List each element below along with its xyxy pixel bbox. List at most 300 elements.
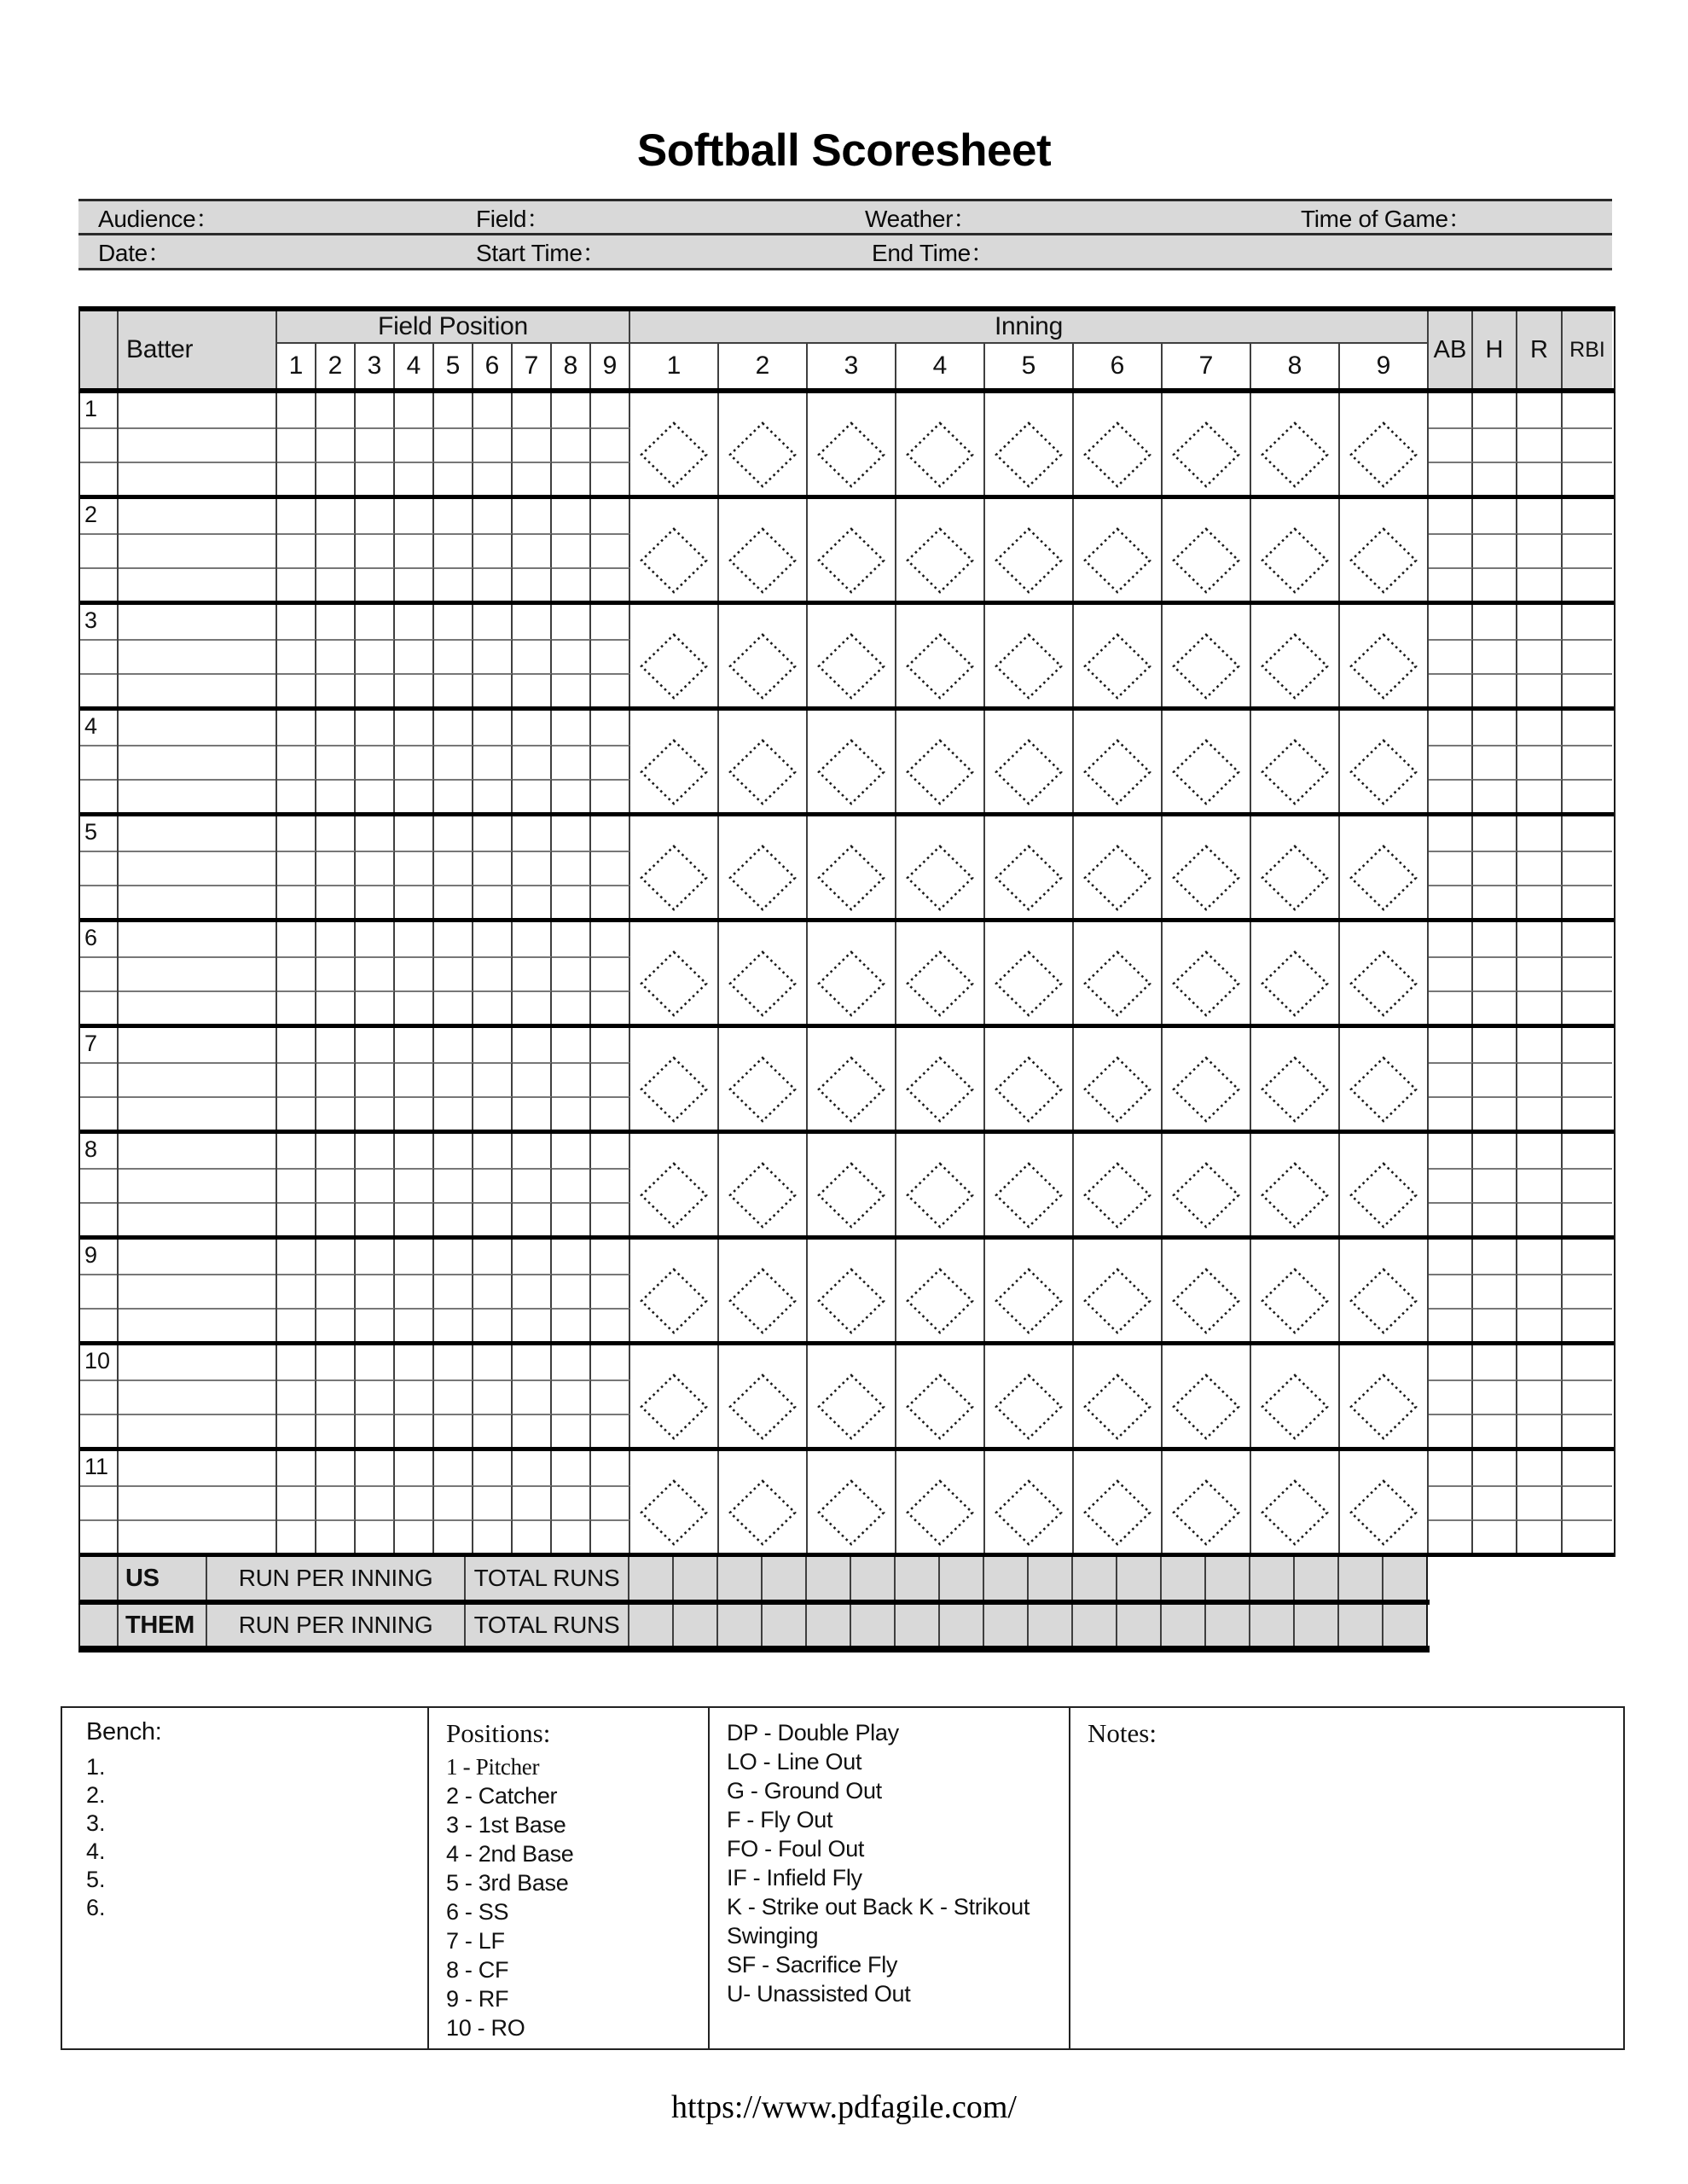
field-position-cell bbox=[356, 922, 395, 956]
field-position-cell bbox=[434, 745, 473, 779]
field-position-cell bbox=[395, 462, 434, 495]
field-position-grid bbox=[277, 711, 630, 812]
base-path-diamond-icon bbox=[640, 1268, 708, 1334]
field-position-cell bbox=[316, 1345, 356, 1380]
position-item: 1 - Pitcher bbox=[446, 1754, 540, 1780]
batter-name-cell bbox=[119, 1345, 276, 1380]
batter-number-subcell bbox=[80, 567, 117, 601]
field-position-cell bbox=[591, 1134, 630, 1168]
inning-cell bbox=[1163, 1028, 1251, 1130]
field-position-cell bbox=[473, 711, 513, 745]
field-position-cell bbox=[434, 1519, 473, 1553]
field-position-cell bbox=[473, 605, 513, 639]
base-path-diamond-icon bbox=[906, 845, 974, 911]
inning-cell bbox=[1340, 1240, 1429, 1341]
inning-cell bbox=[1074, 1134, 1163, 1235]
run-cell bbox=[1162, 1557, 1206, 1600]
inning-cells bbox=[630, 393, 1429, 495]
inning-cell bbox=[630, 1028, 719, 1130]
inning-cell bbox=[896, 393, 985, 495]
run-cell bbox=[674, 1557, 718, 1600]
stat-cells bbox=[1429, 1345, 1614, 1447]
field-position-cell bbox=[473, 1380, 513, 1414]
run-cell bbox=[763, 1605, 807, 1646]
batter-number-column bbox=[80, 922, 119, 1024]
field-position-cell bbox=[591, 533, 630, 567]
field-position-cell bbox=[434, 1062, 473, 1096]
stat-cell bbox=[1517, 922, 1563, 956]
bench-item: 1. bbox=[86, 1754, 106, 1780]
field-position-cell bbox=[434, 1380, 473, 1414]
stat-cell bbox=[1429, 673, 1473, 706]
base-path-diamond-icon bbox=[640, 527, 708, 594]
base-path-diamond-icon bbox=[1172, 950, 1240, 1017]
stat-cells bbox=[1429, 499, 1614, 601]
base-path-diamond-icon bbox=[728, 1479, 797, 1546]
field-position-cell bbox=[513, 1308, 552, 1341]
field-position-cell bbox=[552, 393, 591, 427]
base-path-diamond-icon bbox=[728, 1268, 797, 1334]
base-path-diamond-icon bbox=[640, 1479, 708, 1546]
field-position-grid bbox=[277, 605, 630, 706]
field-position-cell bbox=[277, 1134, 316, 1168]
field-position-cell bbox=[277, 1202, 316, 1235]
field-position-cell bbox=[513, 1062, 552, 1096]
batter-number-column bbox=[80, 1134, 119, 1235]
base-path-diamond-icon bbox=[1172, 1056, 1240, 1123]
stat-cell bbox=[1563, 499, 1612, 533]
field-position-cell bbox=[316, 851, 356, 885]
base-path-diamond-icon bbox=[1172, 845, 1240, 911]
stat-cell bbox=[1563, 1308, 1612, 1341]
field-position-cell bbox=[277, 1240, 316, 1274]
inning-number: 2 bbox=[719, 344, 808, 388]
field-position-cell bbox=[395, 1414, 434, 1447]
batter-name-column bbox=[119, 499, 277, 601]
stat-cell bbox=[1429, 1096, 1473, 1130]
batter-number-column bbox=[80, 1451, 119, 1553]
stat-cell bbox=[1473, 885, 1517, 918]
inning-cell bbox=[1340, 393, 1429, 495]
batter-number-subcell bbox=[80, 885, 117, 918]
inning-cell bbox=[1074, 605, 1163, 706]
batter-number: 7 bbox=[84, 1031, 98, 1056]
batter-number: 8 bbox=[84, 1136, 98, 1162]
inning-cell bbox=[985, 1345, 1074, 1447]
inning-numbers bbox=[630, 344, 1429, 388]
inning-cell bbox=[1163, 1240, 1251, 1341]
inning-cell bbox=[630, 816, 719, 918]
field-position-cell bbox=[473, 1062, 513, 1096]
stat-cell bbox=[1563, 1451, 1612, 1485]
field-label: Field： bbox=[476, 205, 550, 232]
field-position-cell bbox=[395, 1168, 434, 1202]
base-path-diamond-icon bbox=[817, 633, 885, 700]
field-position-cell bbox=[277, 956, 316, 990]
field-position-cell bbox=[395, 533, 434, 567]
base-path-diamond-icon bbox=[640, 1056, 708, 1123]
batter-number-column bbox=[80, 711, 119, 812]
base-path-diamond-icon bbox=[640, 845, 708, 911]
batter-name-cell bbox=[119, 1028, 276, 1062]
field-position-cell bbox=[434, 1168, 473, 1202]
inning-cell bbox=[630, 1134, 719, 1235]
field-position-cell bbox=[513, 1519, 552, 1553]
field-position-cell bbox=[316, 393, 356, 427]
field-position-cell bbox=[552, 499, 591, 533]
field-position-cell bbox=[552, 1274, 591, 1308]
stat-cell bbox=[1563, 673, 1612, 706]
stat-cell bbox=[1429, 393, 1473, 427]
stat-cell bbox=[1473, 1168, 1517, 1202]
field-position-cell bbox=[513, 1380, 552, 1414]
position-item: 5 - 3rd Base bbox=[446, 1870, 569, 1896]
batter-number: 11 bbox=[84, 1454, 109, 1479]
inning-cells bbox=[630, 1028, 1429, 1130]
base-path-diamond-icon bbox=[995, 1056, 1063, 1123]
run-cell bbox=[807, 1605, 851, 1646]
base-path-diamond-icon bbox=[1349, 950, 1418, 1017]
field-position-cell bbox=[591, 1519, 630, 1553]
field-position-cell bbox=[395, 1096, 434, 1130]
field-position-cell bbox=[473, 745, 513, 779]
base-path-diamond-icon bbox=[728, 527, 797, 594]
field-position-cell bbox=[552, 1202, 591, 1235]
stat-cell bbox=[1429, 1308, 1473, 1341]
inning-cell bbox=[896, 922, 985, 1024]
stat-cell bbox=[1429, 1062, 1473, 1096]
field-position-header: Field Position bbox=[277, 311, 630, 344]
field-position-cell bbox=[316, 885, 356, 918]
field-position-cell bbox=[473, 1345, 513, 1380]
stat-cell bbox=[1429, 533, 1473, 567]
field-position-cell bbox=[513, 1134, 552, 1168]
legend-box bbox=[61, 1706, 1625, 2050]
bench-item: 4. bbox=[86, 1838, 106, 1864]
batter-number-subcell bbox=[80, 1202, 117, 1235]
stat-cells bbox=[1429, 1240, 1614, 1341]
field-position-cell bbox=[513, 1485, 552, 1519]
inning-number: 7 bbox=[1163, 344, 1251, 388]
base-path-diamond-icon bbox=[1083, 1374, 1151, 1440]
inning-cells bbox=[630, 922, 1429, 1024]
field-position-cell bbox=[277, 922, 316, 956]
field-position-cell bbox=[591, 499, 630, 533]
field-position-cell bbox=[473, 1240, 513, 1274]
field-position-cell bbox=[395, 393, 434, 427]
field-position-cell bbox=[473, 673, 513, 706]
position-item: 8 - CF bbox=[446, 1957, 509, 1983]
base-path-diamond-icon bbox=[1261, 1374, 1329, 1440]
stat-cells bbox=[1429, 711, 1614, 812]
position-item: 3 - 1st Base bbox=[446, 1812, 566, 1838]
batter-number: 5 bbox=[84, 819, 98, 845]
stat-cell bbox=[1563, 639, 1612, 673]
inning-cell bbox=[1163, 711, 1251, 812]
inning-cell bbox=[985, 1451, 1074, 1553]
base-path-diamond-icon bbox=[640, 950, 708, 1017]
abbreviations-section bbox=[710, 1708, 1070, 2048]
batter-number-column bbox=[80, 1028, 119, 1130]
field-position-cell bbox=[356, 639, 395, 673]
inning-header: Inning bbox=[630, 311, 1429, 344]
batter-number: 2 bbox=[84, 502, 98, 527]
batter-number-column bbox=[80, 816, 119, 918]
stat-cell bbox=[1473, 533, 1517, 567]
position-item: 10 - RO bbox=[446, 2015, 525, 2041]
base-path-diamond-icon bbox=[1083, 1162, 1151, 1228]
field-position-number: 6 bbox=[473, 344, 513, 388]
field-position-cell bbox=[473, 1168, 513, 1202]
field-position-cell bbox=[395, 639, 434, 673]
stat-cell bbox=[1563, 1519, 1612, 1553]
base-path-diamond-icon bbox=[1261, 1479, 1329, 1546]
inning-cell bbox=[896, 605, 985, 706]
us-row-blank-cell bbox=[80, 1557, 119, 1600]
batter-name-column bbox=[119, 922, 277, 1024]
batter-name-cell bbox=[119, 1096, 276, 1130]
stat-cell bbox=[1563, 1345, 1612, 1380]
stat-cell bbox=[1517, 1451, 1563, 1485]
inning-cells bbox=[630, 816, 1429, 918]
field-position-cell bbox=[591, 779, 630, 812]
base-path-diamond-icon bbox=[728, 421, 797, 488]
stat-cells bbox=[1429, 816, 1614, 918]
base-path-diamond-icon bbox=[1172, 421, 1240, 488]
field-position-cell bbox=[277, 990, 316, 1024]
field-position-cell bbox=[316, 533, 356, 567]
field-position-cell bbox=[591, 1168, 630, 1202]
field-position-cell bbox=[316, 1451, 356, 1485]
batter-number-subcell bbox=[80, 1485, 117, 1519]
field-position-cell bbox=[513, 427, 552, 462]
batter-name-cell bbox=[119, 1168, 276, 1202]
abbreviations-list bbox=[727, 1718, 1062, 2008]
stat-cell bbox=[1429, 1168, 1473, 1202]
base-path-diamond-icon bbox=[1349, 1162, 1418, 1228]
field-position-cell bbox=[513, 499, 552, 533]
field-position-cell bbox=[316, 779, 356, 812]
base-path-diamond-icon bbox=[906, 527, 974, 594]
field-position-cell bbox=[356, 1062, 395, 1096]
stat-cell bbox=[1517, 1414, 1563, 1447]
field-position-cell bbox=[316, 462, 356, 495]
field-position-grid bbox=[277, 1240, 630, 1341]
field-position-cell bbox=[434, 567, 473, 601]
field-position-header-group bbox=[277, 311, 630, 388]
run-cell bbox=[763, 1557, 807, 1600]
batter-block bbox=[80, 605, 1614, 711]
field-position-cell bbox=[356, 1028, 395, 1062]
field-position-cell bbox=[591, 1485, 630, 1519]
stat-cell bbox=[1563, 922, 1612, 956]
field-position-number: 7 bbox=[513, 344, 552, 388]
field-position-cell bbox=[473, 1274, 513, 1308]
stat-cell bbox=[1473, 779, 1517, 812]
base-path-diamond-icon bbox=[640, 633, 708, 700]
them-run-per-inning-label: RUN PER INNING bbox=[207, 1605, 466, 1646]
field-position-cell bbox=[552, 885, 591, 918]
field-position-cell bbox=[356, 533, 395, 567]
field-position-cell bbox=[434, 956, 473, 990]
them-run-row bbox=[78, 1605, 1430, 1653]
inning-cell bbox=[808, 1134, 896, 1235]
inning-cell bbox=[1163, 1345, 1251, 1447]
batter-number: 3 bbox=[84, 607, 98, 633]
base-path-diamond-icon bbox=[817, 1374, 885, 1440]
field-position-grid bbox=[277, 1028, 630, 1130]
field-position-cell bbox=[277, 885, 316, 918]
field-position-cell bbox=[591, 1096, 630, 1130]
base-path-diamond-icon bbox=[1261, 633, 1329, 700]
stat-cell bbox=[1517, 1345, 1563, 1380]
field-position-cell bbox=[316, 711, 356, 745]
stat-cell bbox=[1429, 1202, 1473, 1235]
base-path-diamond-icon bbox=[1083, 1268, 1151, 1334]
field-position-cell bbox=[552, 605, 591, 639]
field-position-cell bbox=[552, 533, 591, 567]
batter-number-subcell bbox=[80, 1168, 117, 1202]
base-path-diamond-icon bbox=[906, 1162, 974, 1228]
inning-number: 9 bbox=[1340, 344, 1429, 388]
field-position-cell bbox=[316, 1274, 356, 1308]
inning-cell bbox=[1163, 1451, 1251, 1553]
batter-block bbox=[80, 816, 1614, 922]
field-position-cell bbox=[356, 816, 395, 851]
stat-cells bbox=[1429, 1451, 1614, 1553]
batter-name-cell bbox=[119, 1519, 276, 1553]
field-position-cell bbox=[473, 1485, 513, 1519]
stat-cell bbox=[1517, 1134, 1563, 1168]
field-position-cell bbox=[591, 816, 630, 851]
base-path-diamond-icon bbox=[728, 633, 797, 700]
field-position-cell bbox=[395, 1485, 434, 1519]
field-position-cell bbox=[552, 816, 591, 851]
inning-cell bbox=[630, 605, 719, 706]
stat-cell bbox=[1563, 1274, 1612, 1308]
field-position-cell bbox=[356, 885, 395, 918]
stat-cell bbox=[1563, 393, 1612, 427]
batter-number-subcell bbox=[80, 779, 117, 812]
inning-number: 1 bbox=[630, 344, 719, 388]
batter-header: Batter bbox=[119, 311, 277, 388]
stat-cells bbox=[1429, 393, 1614, 495]
game-info-table bbox=[78, 199, 1612, 270]
field-position-cell bbox=[552, 462, 591, 495]
batter-name-cell bbox=[119, 885, 276, 918]
stat-cell bbox=[1429, 1519, 1473, 1553]
batter-name-cell bbox=[119, 673, 276, 706]
field-position-cell bbox=[473, 1134, 513, 1168]
positions-title: Positions: bbox=[446, 1718, 551, 1748]
batter-number-subcell bbox=[80, 956, 117, 990]
field-position-cell bbox=[591, 1414, 630, 1447]
game-info-row-2 bbox=[78, 235, 1612, 268]
field-position-cell bbox=[277, 462, 316, 495]
field-position-cell bbox=[513, 745, 552, 779]
batter-number-subcell bbox=[80, 1519, 117, 1553]
stat-cell bbox=[1517, 533, 1563, 567]
stat-cell bbox=[1517, 462, 1563, 495]
field-position-cell bbox=[356, 711, 395, 745]
inning-cell bbox=[985, 816, 1074, 918]
abbreviation-item: LO - Line Out bbox=[727, 1749, 862, 1774]
stat-cells bbox=[1429, 1134, 1614, 1235]
field-position-cell bbox=[591, 851, 630, 885]
run-cell bbox=[1339, 1557, 1383, 1600]
batter-name-column bbox=[119, 1345, 277, 1447]
field-position-cell bbox=[395, 1134, 434, 1168]
base-path-diamond-icon bbox=[1172, 1374, 1240, 1440]
stat-cell bbox=[1563, 1414, 1612, 1447]
field-position-cell bbox=[434, 1274, 473, 1308]
stat-cell bbox=[1517, 639, 1563, 673]
field-position-cell bbox=[591, 711, 630, 745]
field-position-cell bbox=[473, 885, 513, 918]
stat-cell bbox=[1517, 711, 1563, 745]
field-position-number: 4 bbox=[395, 344, 434, 388]
batter-block bbox=[80, 393, 1614, 499]
field-position-cell bbox=[434, 533, 473, 567]
inning-cell bbox=[808, 1345, 896, 1447]
base-path-diamond-icon bbox=[995, 739, 1063, 805]
stat-cell bbox=[1429, 499, 1473, 533]
field-position-cell bbox=[552, 1062, 591, 1096]
field-position-cell bbox=[591, 1380, 630, 1414]
run-cell bbox=[1295, 1605, 1339, 1646]
field-position-cell bbox=[473, 922, 513, 956]
stat-cell bbox=[1473, 745, 1517, 779]
batter-name-column bbox=[119, 1240, 277, 1341]
page-title: Softball Scoresheet bbox=[636, 125, 1052, 176]
inning-cell bbox=[719, 1134, 808, 1235]
run-cell bbox=[1117, 1557, 1162, 1600]
inning-cell bbox=[630, 922, 719, 1024]
stat-cell bbox=[1429, 990, 1473, 1024]
inning-cell bbox=[719, 499, 808, 601]
batter-number-subcell bbox=[80, 673, 117, 706]
field-position-cell bbox=[552, 779, 591, 812]
inning-cell bbox=[1340, 1451, 1429, 1553]
base-path-diamond-icon bbox=[728, 950, 797, 1017]
inning-cell bbox=[1340, 922, 1429, 1024]
stat-cell bbox=[1563, 1202, 1612, 1235]
inning-cell bbox=[719, 393, 808, 495]
batter-name-cell bbox=[119, 816, 276, 851]
base-path-diamond-icon bbox=[1083, 1056, 1151, 1123]
run-cell bbox=[1117, 1605, 1162, 1646]
stat-cell bbox=[1517, 1274, 1563, 1308]
batter-name-cell bbox=[119, 922, 276, 956]
field-position-cell bbox=[277, 1168, 316, 1202]
base-path-diamond-icon bbox=[1083, 739, 1151, 805]
field-position-cell bbox=[513, 605, 552, 639]
field-position-cell bbox=[356, 1096, 395, 1130]
inning-header-group bbox=[630, 311, 1429, 388]
positions-list bbox=[446, 1752, 701, 2042]
stat-cell bbox=[1563, 1168, 1612, 1202]
field-position-number: 5 bbox=[434, 344, 473, 388]
base-path-diamond-icon bbox=[1261, 739, 1329, 805]
field-position-cell bbox=[395, 673, 434, 706]
stat-cell bbox=[1517, 1485, 1563, 1519]
field-position-cell bbox=[316, 1134, 356, 1168]
inning-cell bbox=[630, 1345, 719, 1447]
run-cell bbox=[1029, 1557, 1073, 1600]
field-position-cell bbox=[316, 499, 356, 533]
batter-block bbox=[80, 1134, 1614, 1240]
us-run-row bbox=[78, 1557, 1430, 1605]
